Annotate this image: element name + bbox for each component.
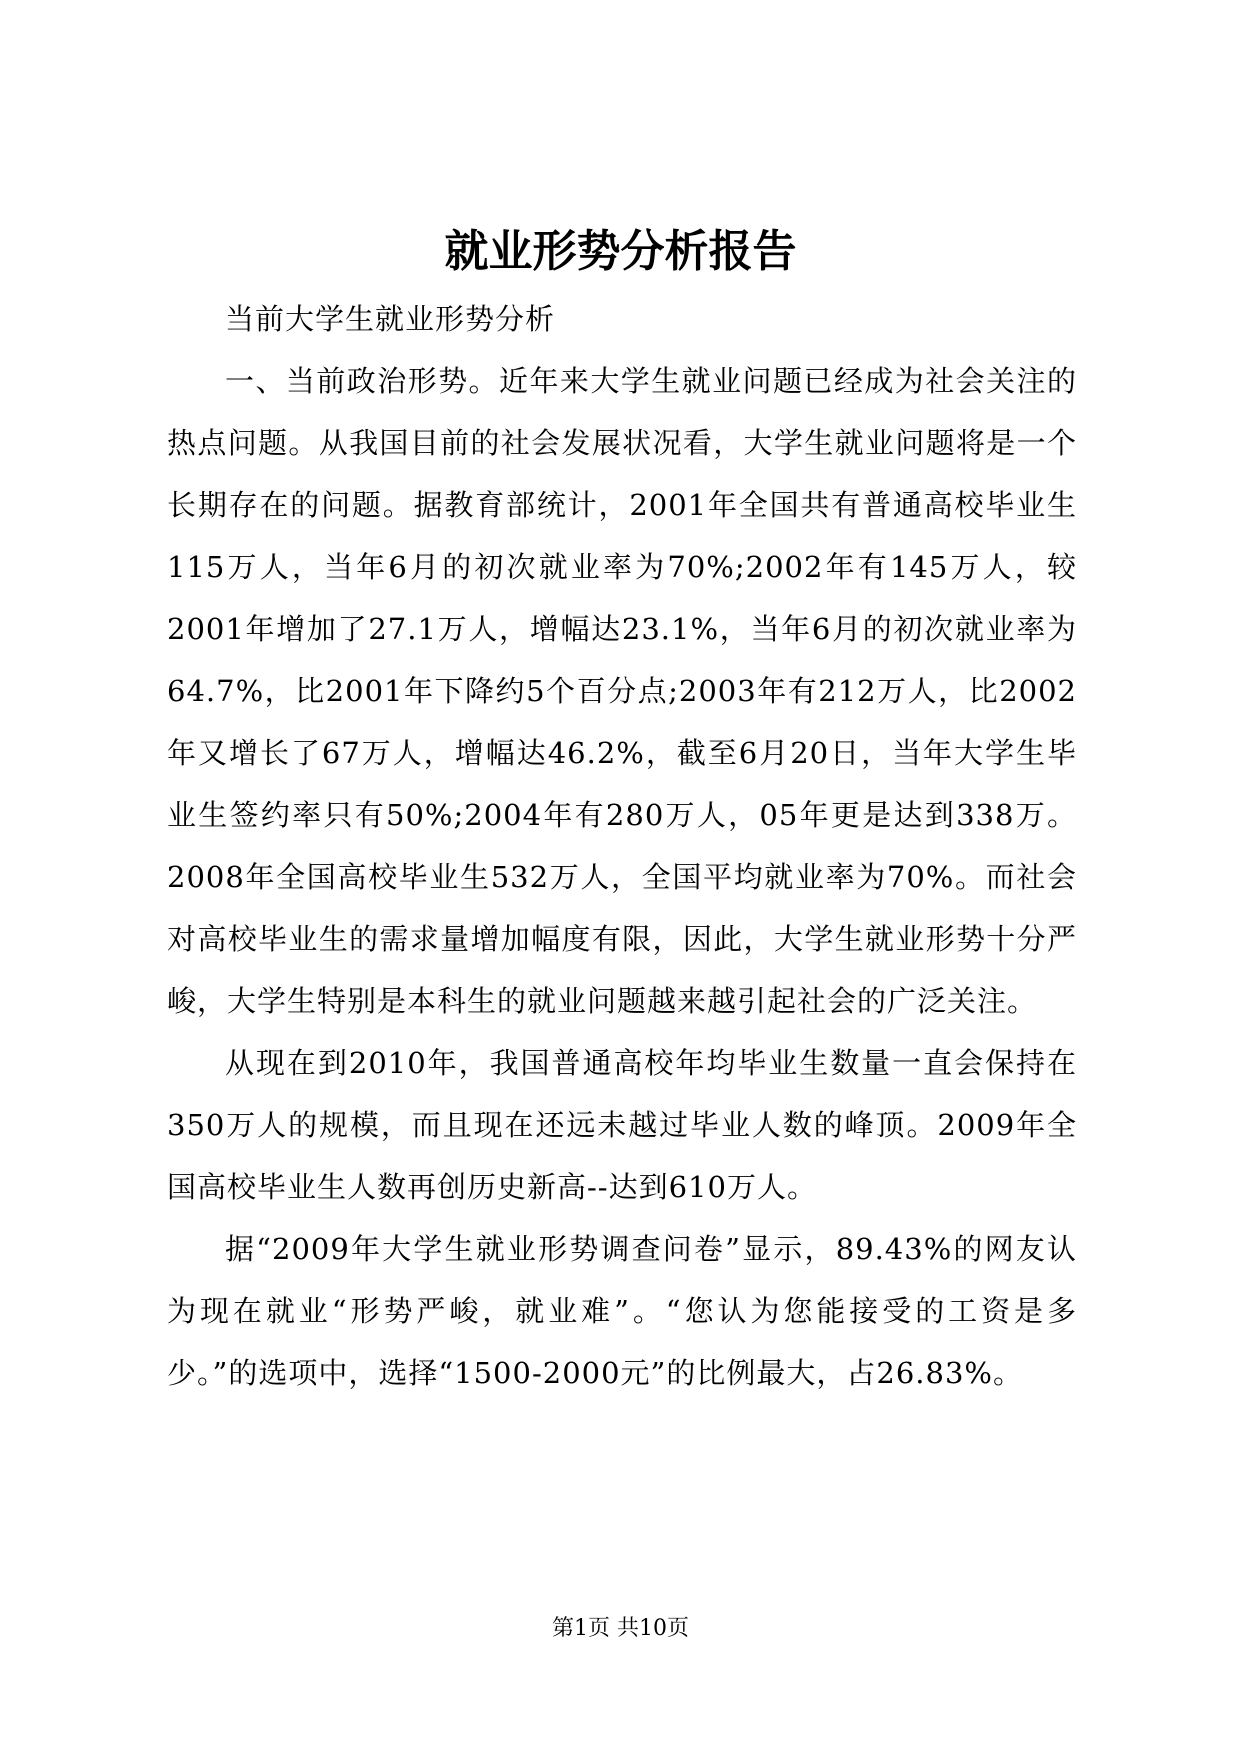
page-footer: 第1页 共10页: [552, 1616, 689, 1641]
paragraph-political-situation: 一、当前政治形势。近年来大学生就业问题已经成为社会关注的热点问题。从我国目前的社会发展状况看，大学生就业问题将是一个长期存在的问题。据教育部统计，2001年全国共有普通高校毕业生115万人，当年6月的初次就业率为70%;2002年有145万人，较2001年增加了27.1万人，增幅达23.1%，当年6月的初次就业率为64.7%，比2001年下降约5个百分点;2003年有212万人，比2002年又增长了67万人，增幅达46.2%，截至6月20日，当年大学生毕业生签约率只有50%;2004年有280万人，05年更是达到338万。2008年全国高校毕业生532万人，全国平均就业率为70%。而社会对高校毕业生的需求量增加幅度有限，因此，大学生就业形势十分严峻，大学生特别是本科生的就业问题越来越引起社会的广泛关注。: [167, 364, 1077, 1018]
subtitle-paragraph: 当前大学生就业形势分析: [225, 302, 556, 336]
document-body: [167, 288, 1077, 1404]
paragraph-graduate-scale: 从现在到2010年，我国普通高校年均毕业生数量一直会保持在350万人的规模，而且现在还远未越过毕业人数的峰顶。2009年全国高校毕业生人数再创历史新高--达到610万人。: [167, 1046, 1077, 1204]
document-title: 就业形势分析报告: [444, 226, 797, 277]
paragraph-survey: 据“2009年大学生就业形势调查问卷”显示，89.43%的网友认为现在就业“形势严峻，就业难”。“您认为您能接受的工资是多少。”的选项中，选择“1500-2000元”的比例最大，占26.83%。: [167, 1232, 1077, 1390]
